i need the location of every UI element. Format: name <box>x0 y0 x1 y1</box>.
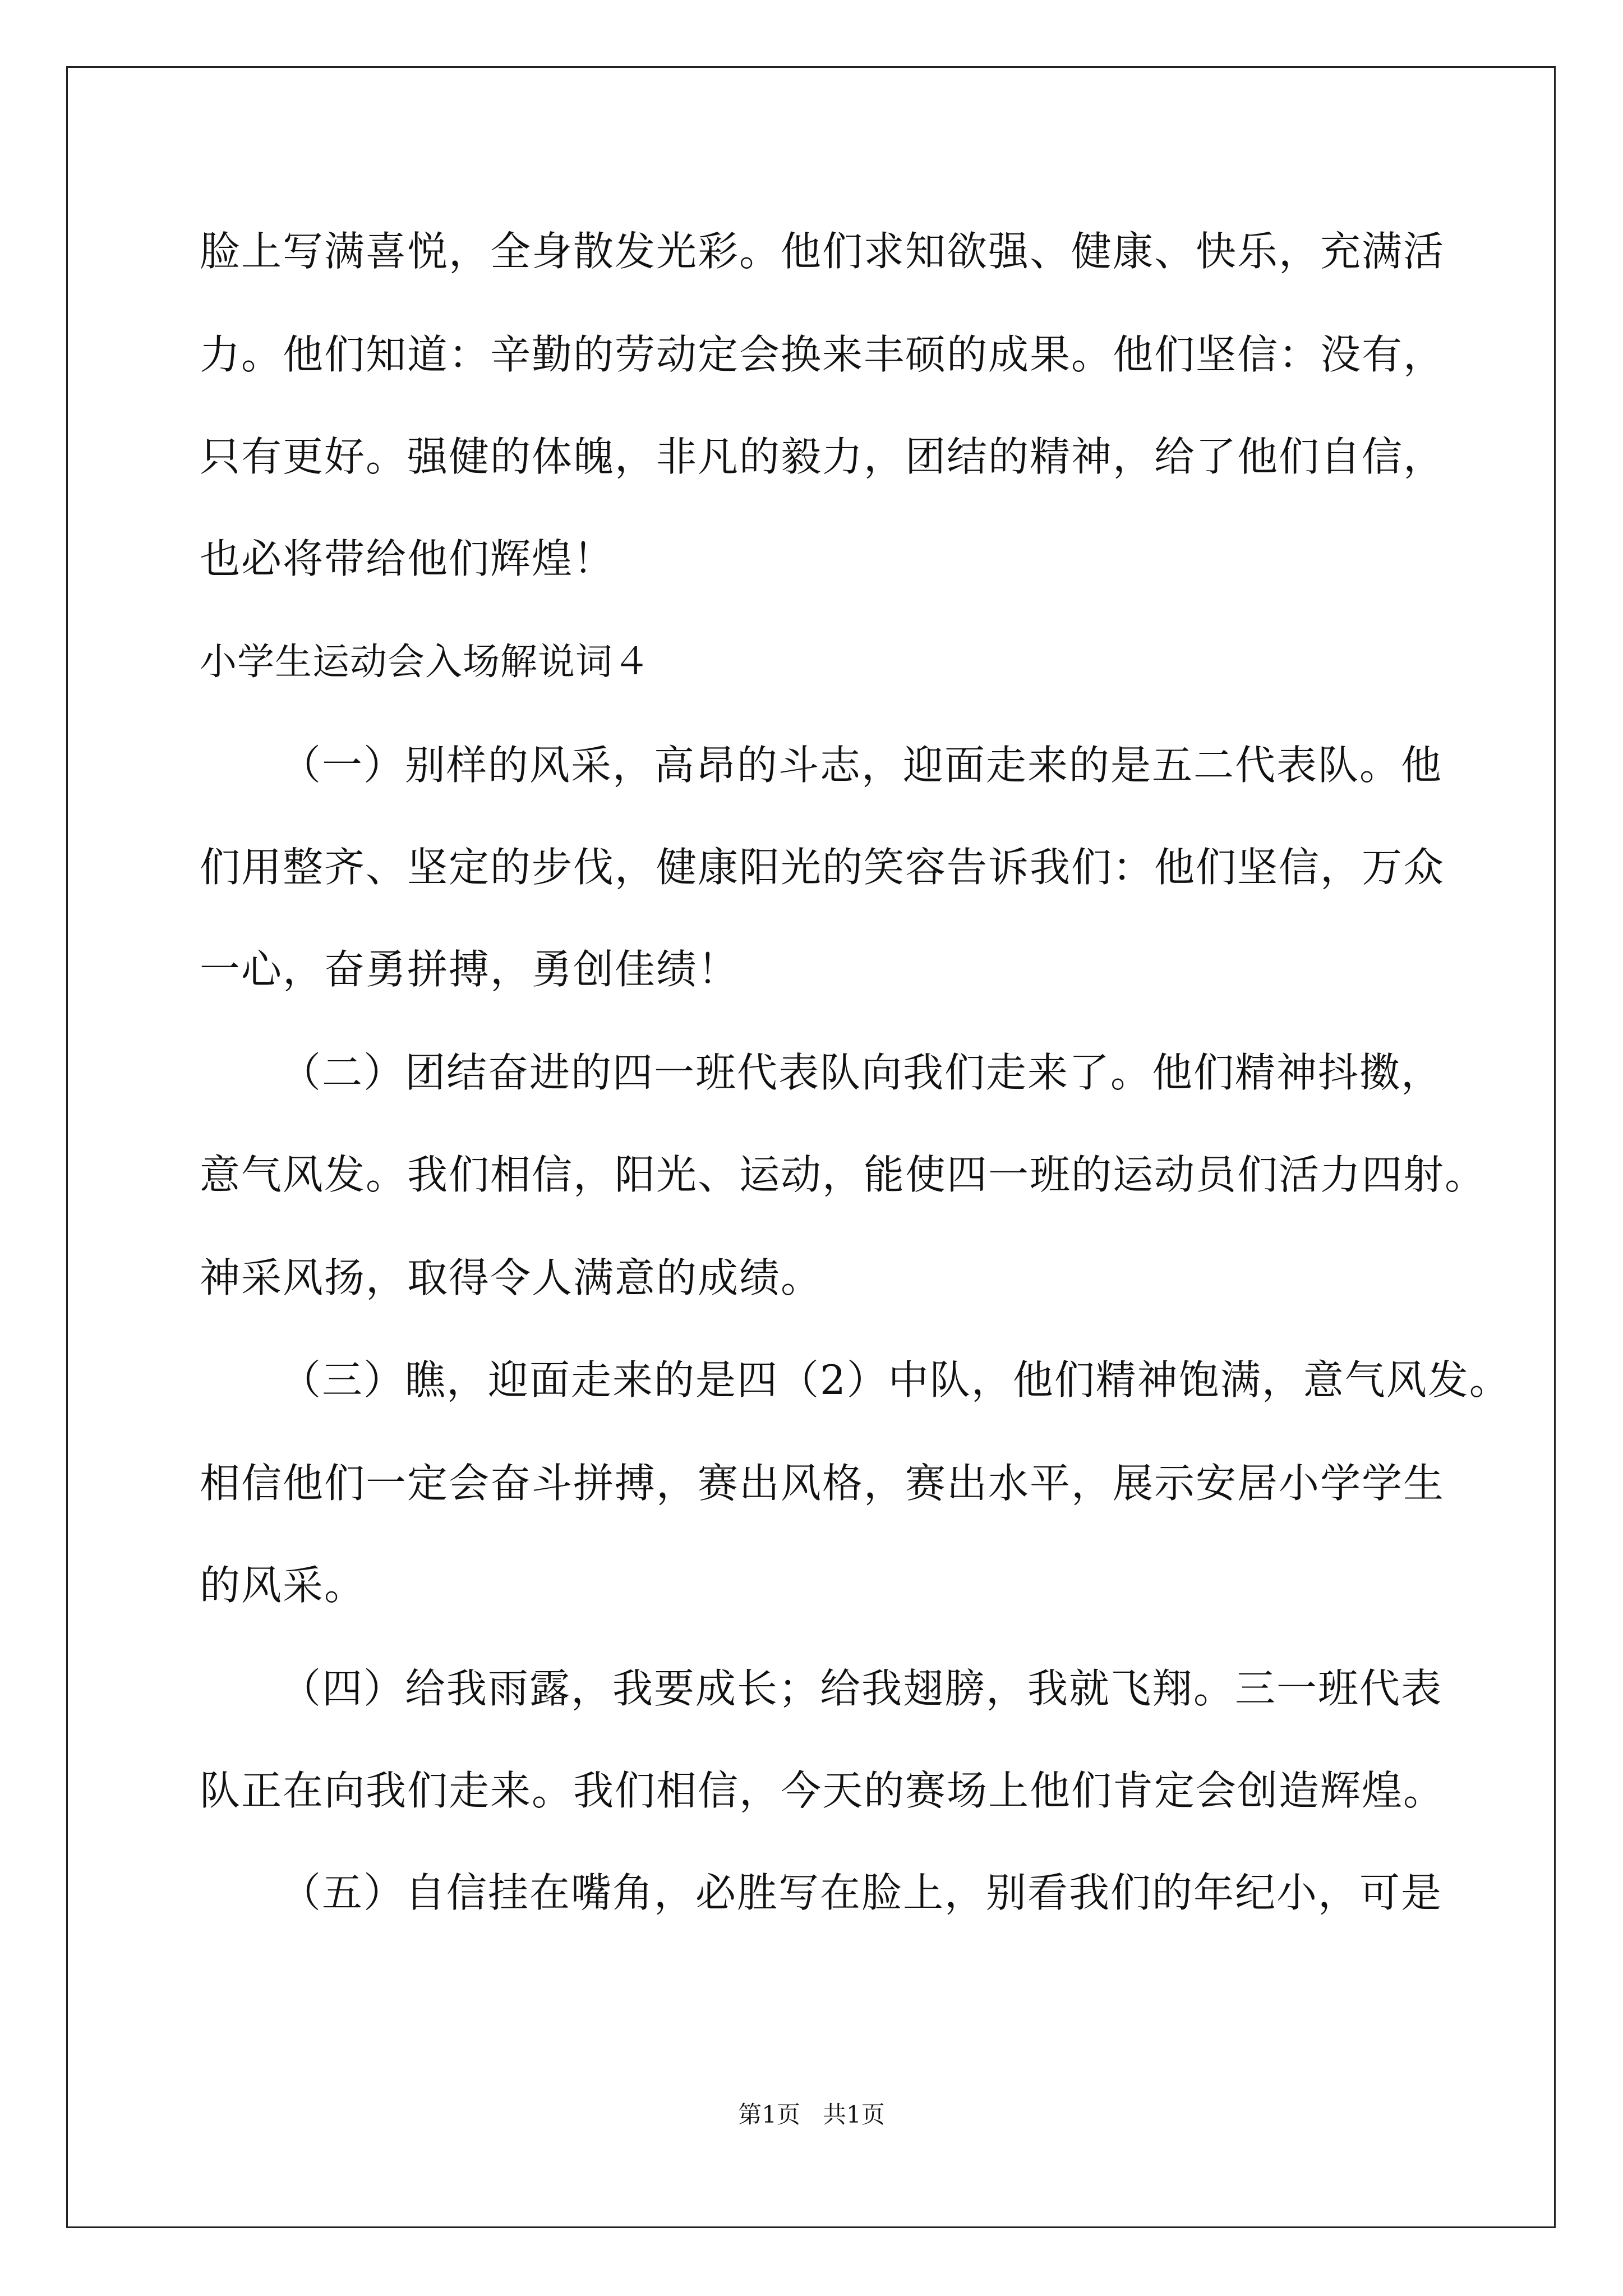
text-line: （三）瞧，迎面走来的是四（2）中队，他们精神饱满，意气风发。 <box>280 1356 1511 1404</box>
text-line: （一）别样的风采，高昂的斗志，迎面走来的是五二代表队。他 <box>280 742 1443 789</box>
text-line: 队正在向我们走来。我们相信，今天的赛场上他们肯定会创造辉煌。 <box>200 1767 1445 1814</box>
text-line: 的风采。 <box>200 1562 366 1609</box>
text-line: 只有更好。强健的体魄，非凡的毅力，团结的精神，给了他们自信， <box>200 433 1445 480</box>
text-line: 相信他们一定会奋斗拼搏，赛出风格，赛出水平，展示安居小学学生 <box>200 1460 1445 1507</box>
text-line: 也必将带给他们辉煌！ <box>200 535 615 582</box>
page-number-footer: 第1页 共1页 <box>738 2101 885 2128</box>
text-line: 力。他们知道：辛勤的劳动定会换来丰硕的成果。他们坚信：没有， <box>200 331 1445 378</box>
text-line: （二）团结奋进的四一班代表队向我们走来了。他们精神抖擞， <box>280 1049 1443 1096</box>
text-line: （四）给我雨露，我要成长；给我翅膀，我就飞翔。三一班代表 <box>280 1665 1443 1712</box>
text-line: 神采风扬，取得令人满意的成绩。 <box>200 1254 823 1301</box>
section-heading: 小学生运动会入场解说词４ <box>200 640 651 683</box>
text-line: 意气风发。我们相信，阳光、运动，能使四一班的运动员们活力四射。 <box>200 1151 1487 1198</box>
text-line: 脸上写满喜悦，全身散发光彩。他们求知欲强、健康、快乐，充满活 <box>200 228 1445 275</box>
text-line: 一心，奋勇拼搏，勇创佳绩！ <box>200 946 740 993</box>
text-line: （五）自信挂在嘴角，必胜写在脸上，别看我们的年纪小，可是 <box>280 1869 1443 1916</box>
text-line: 们用整齐、坚定的步伐，健康阳光的笑容告诉我们：他们坚信，万众 <box>200 844 1445 891</box>
